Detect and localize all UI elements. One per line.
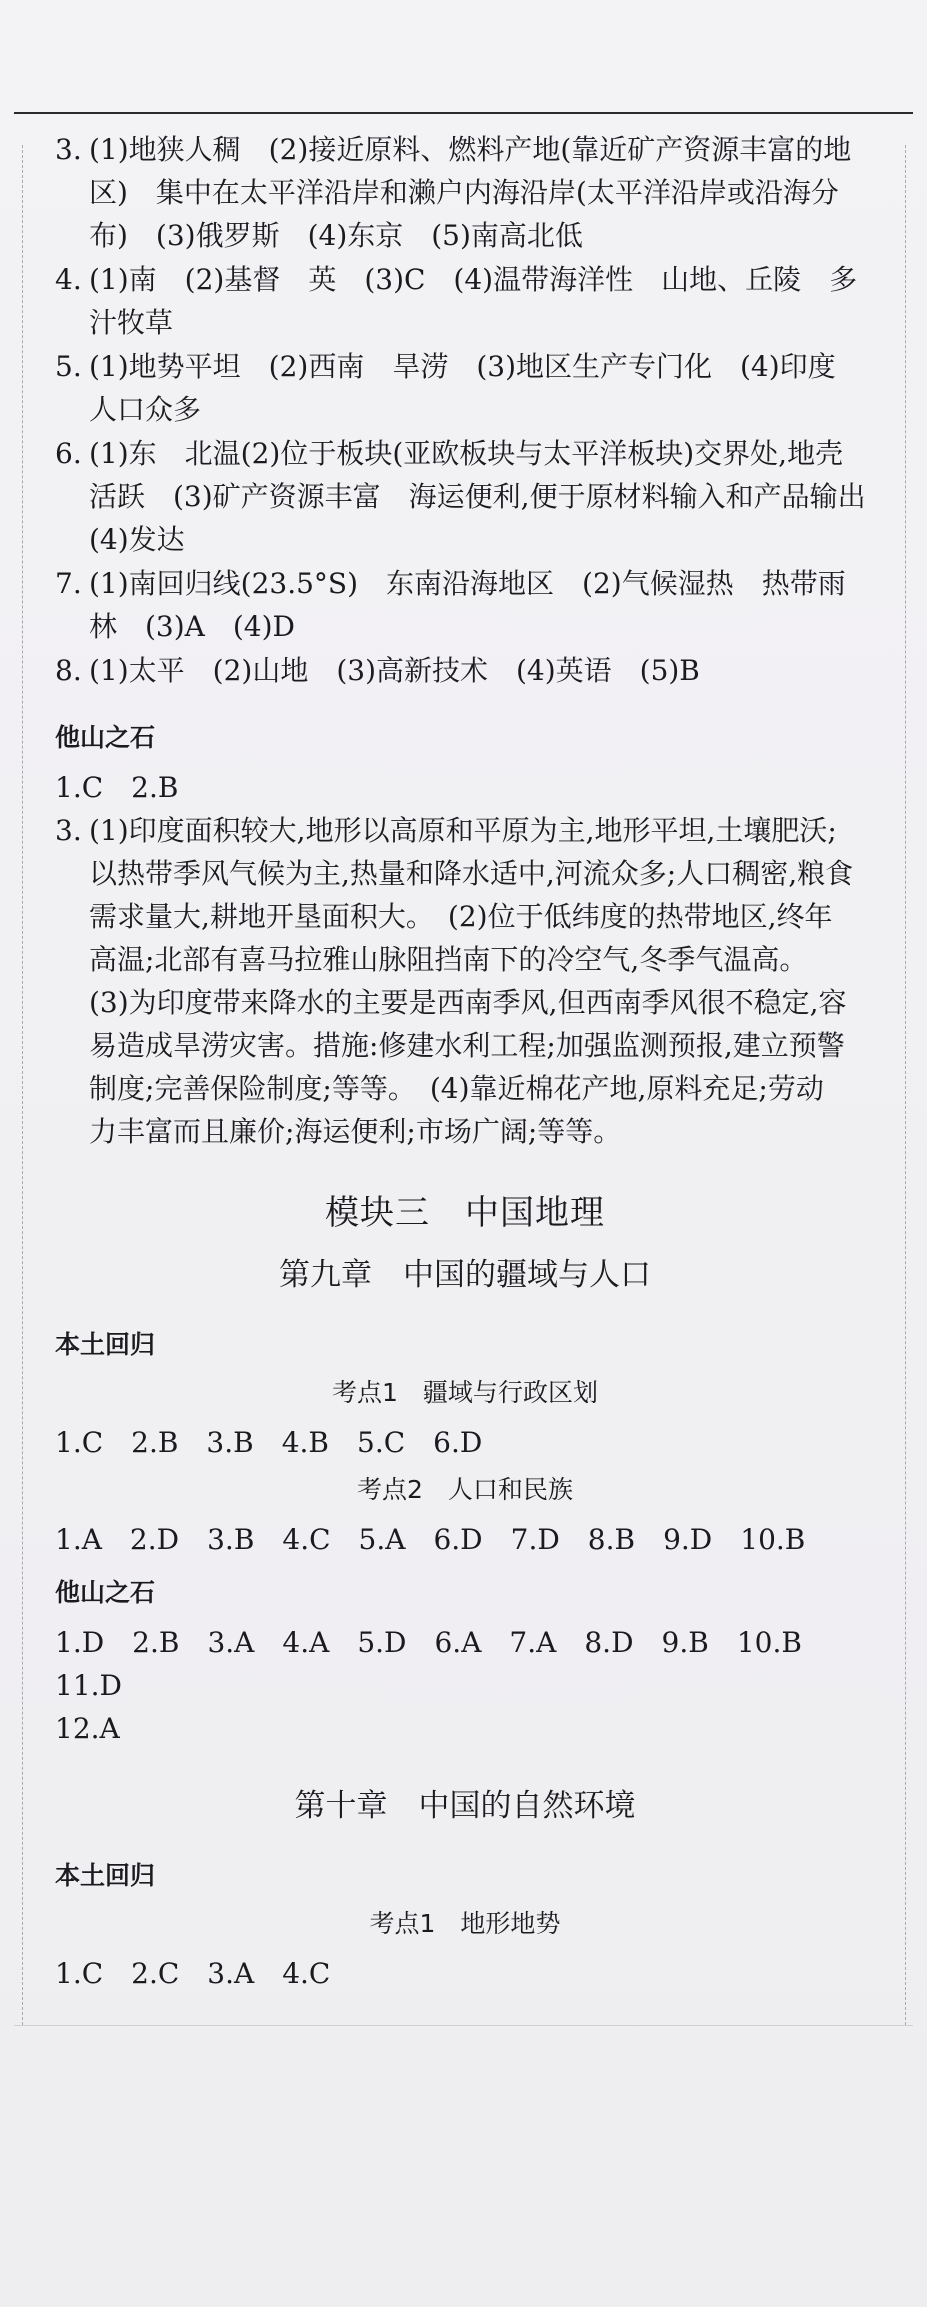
right-dashed-rule — [905, 145, 906, 2025]
section-heading-bentu: 本土回归 — [55, 1330, 156, 1359]
bottom-rule — [14, 2025, 913, 2026]
module-title: 模块三 中国地理 — [325, 1193, 605, 1233]
answer-line: 1.C 2.B 3.B 4.B 5.C 6.D — [55, 1426, 483, 1459]
answer-item — [55, 345, 875, 431]
answer-line: 区) 集中在太平洋沿岸和濑户内海沿岸(太平洋沿岸或沿海分 — [89, 176, 839, 209]
answer-line: 需求量大,耕地开垦面积大。 (2)位于低纬度的热带地区,终年 — [89, 900, 833, 933]
answer-line: (3)为印度带来降水的主要是西南季风,但西南季风很不稳定,容 — [89, 986, 847, 1019]
answer-line: 以热带季风气候为主,热量和降水适中,河流众多;人口稠密,粮食 — [89, 857, 854, 890]
answer-item — [55, 128, 875, 257]
content — [55, 128, 875, 1995]
answer-line: 12.A — [55, 1712, 120, 1745]
answer-line: (1)太平 (2)山地 (3)高新技术 (4)英语 (5)B — [89, 654, 700, 687]
answer-line: 1.A 2.D 3.B 4.C 5.A 6.D 7.D 8.B 9.D 10.B — [55, 1523, 806, 1556]
item-number: 8. — [55, 654, 82, 687]
answer-line: 易造成旱涝灾害。措施:修建水利工程;加强监测预报,建立预警 — [89, 1029, 845, 1062]
answer-line: (4)发达 — [89, 523, 185, 556]
answer-line: (1)南 (2)基督 英 (3)C (4)温带海洋性 山地、丘陵 多 — [89, 263, 858, 296]
answer-item — [55, 649, 875, 692]
section-heading-bentu: 本土回归 — [55, 1861, 156, 1890]
answer-item — [55, 562, 875, 648]
answer-line: 人口众多 — [89, 393, 202, 426]
answer-item — [55, 432, 875, 561]
top-rule — [14, 112, 913, 114]
answer-line: 制度;完善保险制度;等等。 (4)靠近棉花产地,原料充足;劳动 — [89, 1072, 824, 1105]
left-dashed-rule — [22, 145, 23, 2025]
answer-item-3 — [55, 809, 875, 1153]
answer-line: (1)地势平坦 (2)西南 旱涝 (3)地区生产专门化 (4)印度 — [89, 350, 836, 383]
item-number: 4. — [55, 263, 82, 296]
section-heading-tashan: 他山之石 — [55, 1578, 156, 1607]
answer-line: 1.D 2.B 3.A 4.A 5.D 6.A 7.A 8.D 9.B 10.B 11.D — [55, 1626, 830, 1702]
chapter-title: 第十章 中国的自然环境 — [294, 1788, 636, 1824]
answer-list — [55, 128, 875, 692]
kaodian-heading: 考点2 人口和民族 — [357, 1475, 573, 1504]
answer-line: 活跃 (3)矿产资源丰富 海运便利,便于原材料输入和产品输出 — [89, 480, 866, 513]
item-number: 3. — [55, 814, 82, 847]
item-number: 3. — [55, 133, 82, 166]
item-number: 7. — [55, 567, 82, 600]
answer-line: (1)地狭人稠 (2)接近原料、燃料产地(靠近矿产资源丰富的地 — [89, 133, 852, 166]
kaodian-heading: 考点1 地形地势 — [369, 1909, 561, 1938]
item-number: 6. — [55, 437, 82, 470]
answer-line: 布) (3)俄罗斯 (4)东京 (5)南高北低 — [89, 219, 583, 252]
answer-line: 高温;北部有喜马拉雅山脉阻挡南下的冷空气,冬季气温高。 — [89, 943, 808, 976]
item-number: 5. — [55, 350, 82, 383]
answer-line: (1)东 北温(2)位于板块(亚欧板块与太平洋板块)交界处,地壳 — [89, 437, 844, 470]
answer-line: (1)南回归线(23.5°S) 东南沿海地区 (2)气候湿热 热带雨 — [89, 567, 846, 600]
answer-line: 汁牧草 — [89, 306, 174, 339]
chapter-title: 第九章 中国的疆域与人口 — [279, 1257, 651, 1293]
answer-line: (1)印度面积较大,地形以高原和平原为主,地形平坦,土壤肥沃; — [89, 814, 837, 847]
answer-line: 1.C 2.B — [55, 771, 179, 804]
section-heading-tashan: 他山之石 — [55, 723, 156, 752]
answer-line: 林 (3)A (4)D — [89, 610, 295, 643]
kaodian-heading: 考点1 疆域与行政区划 — [332, 1378, 598, 1407]
answer-line: 1.C 2.C 3.A 4.C — [55, 1957, 331, 1990]
answer-item — [55, 258, 875, 344]
answer-line: 力丰富而且廉价;海运便利;市场广阔;等等。 — [89, 1115, 622, 1148]
